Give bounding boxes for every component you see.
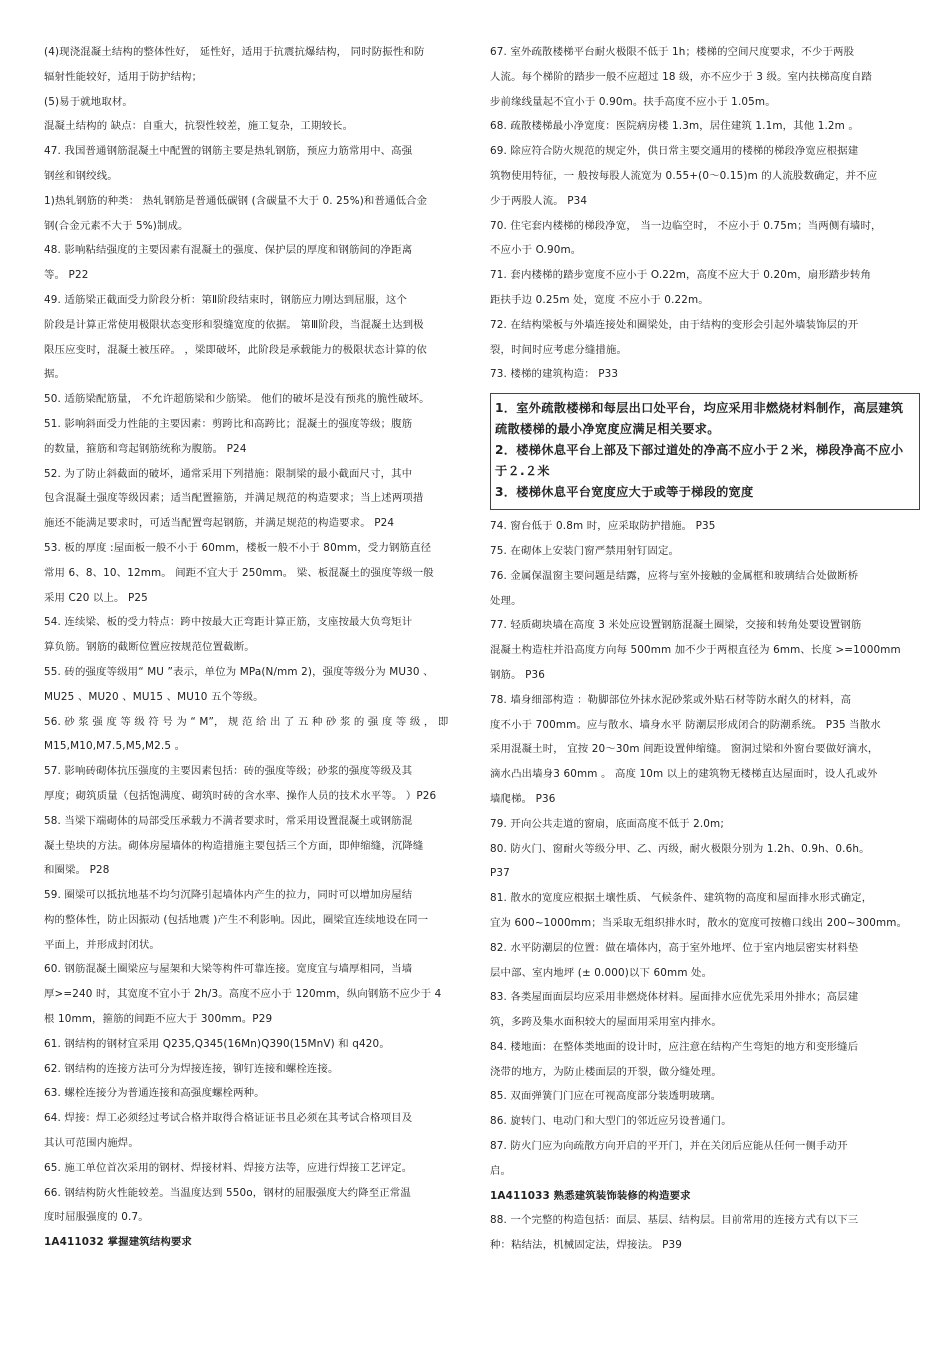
right-top-line: 距扶手边 0.25m 处，宽度 不应小于 0.22m。 — [490, 293, 709, 306]
right-bottom-line: 86. 旋转门、电动门和大型门的邻近应另设普通门。 — [490, 1115, 732, 1128]
left-line: 55. 砖的强度等级用“ MU ”表示，单位为 MPa(N/mm 2)，强度等级分为 MU30 、 — [44, 665, 434, 678]
left-line: 混凝土结构的 缺点：自重大，抗裂性较差，施工复杂，工期较长。 — [44, 120, 354, 133]
right-bottom-line: 74. 窗台低于 0.8m 时，应采取防护措施。 P35 — [490, 520, 716, 533]
left-line: 凝土垫块的方法。砌体房屋墙体的构造措施主要包括三个方面，即伸缩缝，沉降缝 — [44, 839, 424, 852]
left-line: 其认可范围内施焊。 — [44, 1137, 139, 1150]
right-bottom-line: 宜为 600~1000mm；当采取无组织排水时，散水的宽度可按檐口线出 200~300mm。 — [490, 916, 908, 929]
stair-requirements-box — [490, 393, 920, 510]
left-line: 1A411032 掌握建筑结构要求 — [44, 1236, 192, 1249]
box-line: 1．室外疏散楼梯和每层出口处平台，均应采用非燃烧材料制作，高层建筑 — [495, 401, 904, 416]
left-line: 根 10mm，箍筋的间距不应大于 300mm。P29 — [44, 1013, 273, 1026]
right-bottom-line: 79. 开向公共走道的窗扇，底面高度不低于 2.0m; — [490, 817, 724, 830]
right-top-line: 70. 住宅套内楼梯的梯段净宽， 当一边临空时， 不应小于 0.75m；当两侧有墙时， — [490, 219, 882, 232]
left-column — [44, 46, 474, 1261]
left-line: 49. 适筋梁正截面受力阶段分析：第Ⅱ阶段结束时，钢筋应力刚达到屈服，这个 — [44, 293, 407, 306]
left-line: 66. 钢结构防火性能较差。当温度达到 550o，钢材的屈服强度大约降至正常温 — [44, 1186, 411, 1199]
left-line: 钢丝和钢绞线。 — [44, 169, 118, 182]
right-top-line: 裂，时间时应考虑分缝措施。 — [490, 343, 628, 356]
left-line: 50. 适筋梁配筋量， 不允许超筋梁和少筋梁。 他们的破坏是没有预兆的脆性破坏。 — [44, 393, 430, 406]
left-line: 等。 P22 — [44, 269, 89, 282]
right-bottom-line: 滴水凸出墙身3 60mm 。 高度 10m 以上的建筑物无楼梯直达屋面时，设人孔或外 — [490, 768, 878, 781]
box-line: 2．楼梯休息平台上部及下部过道处的净高不应小于２米，梯段净高不应小 — [495, 443, 904, 458]
left-line: 48. 影响粘结强度的主要因素有混凝土的强度、保护层的厚度和钢筋间的净距离 — [44, 244, 413, 257]
right-bottom-line: 度不小于 700mm。应与散水、墙身水平 防潮层形成闭合的防潮系统。 P35 当散水 — [490, 718, 881, 731]
left-line: 65. 施工单位首次采用的钢材、焊接材料、焊接方法等，应进行焊接工艺评定。 — [44, 1161, 413, 1174]
right-top-line: 69. 除应符合防火规范的规定外，供日常主要交通用的楼梯的梯段净宽应根据建 — [490, 145, 859, 158]
right-column — [490, 46, 910, 1264]
left-line: 常用 6、8、10、12mm。 间距不宜大于 250mm。 梁、板混凝土的强度等级一般 — [44, 566, 434, 579]
left-line: (4)现浇混凝土结构的整体性好， 延性好，适用于抗震抗爆结构， 同时防振性和防 — [44, 46, 425, 58]
left-line: 1)热轧钢筋的种类： 热轧钢筋是普通低碳钢 (含碳量不大于 0. 25%)和普通低合金 — [44, 194, 428, 207]
left-line: 平面上，并形成封闭状。 — [44, 938, 160, 951]
right-bottom-line: 混凝土构造柱并沿高度方向每 500mm 加不少于两根直径为 6mm、长度 >=1000mm — [490, 644, 901, 657]
right-bottom-line: 浇带的地方，为防止楼面层的开裂，做分缝处理。 — [490, 1065, 722, 1078]
right-bottom-line: 处理。 — [490, 594, 522, 607]
right-column-bottom — [490, 520, 910, 1251]
right-top-line: 73. 楼梯的建筑构造： P33 — [490, 368, 619, 381]
right-bottom-line: 种：粘结法，机械固定法，焊接法。 P39 — [490, 1239, 683, 1252]
right-column-top — [490, 46, 910, 380]
left-line: 54. 连续梁、板的受力特点：跨中按最大正弯距计算正筋，支座按最大负弯矩计 — [44, 616, 413, 629]
right-top-line: 72. 在结构梁板与外墙连接处和圈梁处，由于结构的变形会引起外墙装饰层的开 — [490, 318, 859, 331]
right-bottom-line: 78. 墙身细部构造 ：勒脚部位外抹水泥砂浆或外贴石材等防水耐久的材料，高 — [490, 693, 852, 706]
right-bottom-line: 77. 轻质砌块墙在高度 3 米处应设置钢筋混凝土圈梁，交接和转角处要设置钢筋 — [490, 619, 862, 632]
right-top-line: 68. 疏散楼梯最小净宽度：医院病房楼 1.3m，居住建筑 1.1m，其他 1.2m 。 — [490, 120, 859, 133]
box-line: 疏散楼梯的最小净宽度应满足相关要求。 — [495, 422, 720, 437]
left-line: 施还不能满足要求时，可适当配置弯起钢筋，并满足规范的构造要求。 P24 — [44, 517, 395, 530]
box-line: 于２.２米 — [495, 464, 550, 479]
right-top-line: 筑物使用特征，一 般按每股人流宽为 0.55+(0～0.15)m 的人流股数确定，并不应 — [490, 169, 878, 182]
right-top-line: 不应小于 O.90m。 — [490, 244, 582, 257]
left-line: 59. 圈梁可以抵抗地基不均匀沉降引起墙体内产生的拉力，同时可以增加房屋结 — [44, 889, 413, 902]
left-line: 厚度；砌筑质量（包括饱满度、砌筑时砖的含水率、操作人员的技术水平等。 ）P26 — [44, 789, 437, 802]
left-line: 62. 钢结构的连接方法可分为焊接连接，铆钉连接和螺栓连接。 — [44, 1062, 339, 1075]
left-line: 的数量，箍筋和弯起钢筋统称为腹筋。 P24 — [44, 442, 247, 455]
right-bottom-line: 88. 一个完整的构造包括：面层、基层、结构层。目前常用的连接方式有以下三 — [490, 1214, 859, 1227]
right-bottom-line: 84. 楼地面：在整体类地面的设计时，应注意在结构产生弯矩的地方和变形缝后 — [490, 1040, 859, 1053]
right-bottom-line: 87. 防火门应为向疏散方向开启的平开门，并在关闭后应能从任何一侧手动开 — [490, 1140, 848, 1153]
left-line: 度时屈服强度的 0.7。 — [44, 1211, 149, 1224]
left-line: 56. 砂 浆 强 度 等 级 符 号 为 “ M”， 规 范 给 出 了 五 种 砂 浆 的 强 度 等 级 ， 即 — [44, 715, 449, 728]
left-line: 47. 我国普通钢筋混凝土中配置的钢筋主要是热轧钢筋，预应力筋常用中、高强 — [44, 145, 413, 158]
left-line: 64. 焊接：焊工必须经过考试合格并取得合格证证书且必须在其考试合格项目及 — [44, 1112, 413, 1125]
right-bottom-line: 80. 防火门、窗耐火等级分甲、乙、丙级，耐火极限分别为 1.2h、0.9h、0.6h。 — [490, 842, 870, 855]
right-bottom-line: 76. 金属保温窗主要问题是结露，应将与室外接触的金属框和玻璃结合处做断桥 — [490, 569, 859, 582]
left-line: 和圈梁。 P28 — [44, 864, 110, 877]
right-bottom-line: 筑，多跨及集水面积较大的屋面用采用室内排水。 — [490, 1016, 722, 1029]
right-bottom-line: 82. 水平防潮层的位置：做在墙体内，高于室外地坪、位于室内地层密实材料垫 — [490, 941, 859, 954]
left-line: 61. 钢结构的钢材宜采用 Q235,Q345(16Mn)Q390(15MnV) 和 q420。 — [44, 1037, 390, 1050]
right-bottom-line: 1A411033 熟悉建筑装饰装修的构造要求 — [490, 1189, 691, 1202]
left-line: 算负筋。钢筋的截断位置应按规范位置截断。 — [44, 641, 255, 654]
right-bottom-line: 75. 在砌体上安装门窗严禁用射钉固定。 — [490, 544, 680, 557]
right-bottom-line: 层中部、室内地坪 (± 0.000)以下 60mm 处。 — [490, 966, 713, 979]
left-line: MU25 、MU20 、MU15 、MU10 五个等级。 — [44, 690, 264, 703]
left-line: 57. 影响砖砌体抗压强度的主要因素包括：砖的强度等级；砂浆的强度等级及其 — [44, 765, 413, 778]
left-line: 53. 板的厚度 :屋面板一般不小于 60mm，楼板一般不小于 80mm，受力钢筋直径 — [44, 541, 432, 554]
left-line: 据。 — [44, 368, 66, 381]
right-bottom-line: 81. 散水的宽度应根据土壤性质、 气候条件、建筑物的高度和屋面排水形式确定， — [490, 892, 873, 905]
right-bottom-line: 启。 — [490, 1164, 512, 1177]
right-bottom-line: 85. 双面弹簧门门应在可视高度部分装透明玻璃。 — [490, 1090, 722, 1103]
right-top-line: 步前缘线量起不宜小于 0.90m。扶手高度不应小于 1.05m。 — [490, 95, 776, 108]
left-line: 厚>=240 时，其宽度不宜小于 2h/3。高度不应小于 120mm，纵向钢筋不应少于 4 — [44, 988, 442, 1001]
right-bottom-line: 采用混凝土时， 宜按 20～30m 间距设置伸缩缝。 窗洞过梁和外窗台要做好滴水， — [490, 743, 879, 756]
left-line: 钢(合金元素不大于 5%)制成。 — [44, 219, 189, 232]
left-line: 63. 螺栓连接分为普通连接和高强度螺栓两种。 — [44, 1087, 265, 1100]
right-top-line: 67. 室外疏散楼梯平台耐火极限不低于 1h；楼梯的空间尺度要求，不少于两股 — [490, 46, 855, 58]
right-bottom-line: P37 — [490, 867, 510, 880]
left-line: (5)易于就地取材。 — [44, 95, 133, 108]
left-line: 构的整体性，防止因振动 (包括地震 )产生不利影响。因此，圈梁宜连续地设在同一 — [44, 913, 429, 926]
left-line: 60. 钢筋混凝土圈梁应与屋架和大梁等构件可靠连接。宽度宜与墙厚相同，当墙 — [44, 963, 413, 976]
left-line: 58. 当梁下端砌体的局部受压承载力不满者要求时，常采用设置混凝土或钢筋混 — [44, 814, 413, 827]
right-bottom-line: 83. 各类屋面面层均应采用非燃烧体材料。屋面排水应优先采用外排水；高层建 — [490, 991, 859, 1004]
right-bottom-line: 钢筋。 P36 — [490, 668, 546, 681]
box-line: 3．楼梯休息平台宽度应大于或等于梯段的宽度 — [495, 485, 754, 500]
left-line: 包含混凝土强度等级因素；适当配置箍筋，并满足规范的构造要求；当上述两项措 — [44, 492, 424, 505]
left-line: M15,M10,M7.5,M5,M2.5 。 — [44, 740, 186, 753]
right-top-line: 71. 套内楼梯的踏步宽度不应小于 O.22m，高度不应大于 0.20m，扇形踏步转角 — [490, 269, 872, 282]
right-bottom-line: 墙爬梯。 P36 — [490, 792, 556, 805]
left-line: 辐射性能较好，适用于防护结构； — [44, 70, 203, 83]
left-line: 限压应变时，混凝土被压碎。 ，梁即破坏，此阶段是承载能力的极限状态计算的依 — [44, 343, 427, 356]
right-top-line: 少于两股人流。 P34 — [490, 194, 588, 207]
left-line: 阶段是计算正常使用极限状态变形和裂缝宽度的依据。 第Ⅲ阶段，当混凝土达到极 — [44, 318, 424, 331]
left-line: 52. 为了防止斜截面的破坏，通常采用下列措施：限制梁的最小截面尺寸，其中 — [44, 467, 413, 480]
left-line: 51. 影响斜面受力性能的主要因素：剪跨比和高跨比；混凝土的强度等级；腹筋 — [44, 417, 413, 430]
right-top-line: 人流。每个梯阶的踏步一般不应超过 18 级，亦不应少于 3 级。室内扶梯高度自踏 — [490, 70, 872, 83]
left-line: 采用 C20 以上。 P25 — [44, 591, 148, 604]
